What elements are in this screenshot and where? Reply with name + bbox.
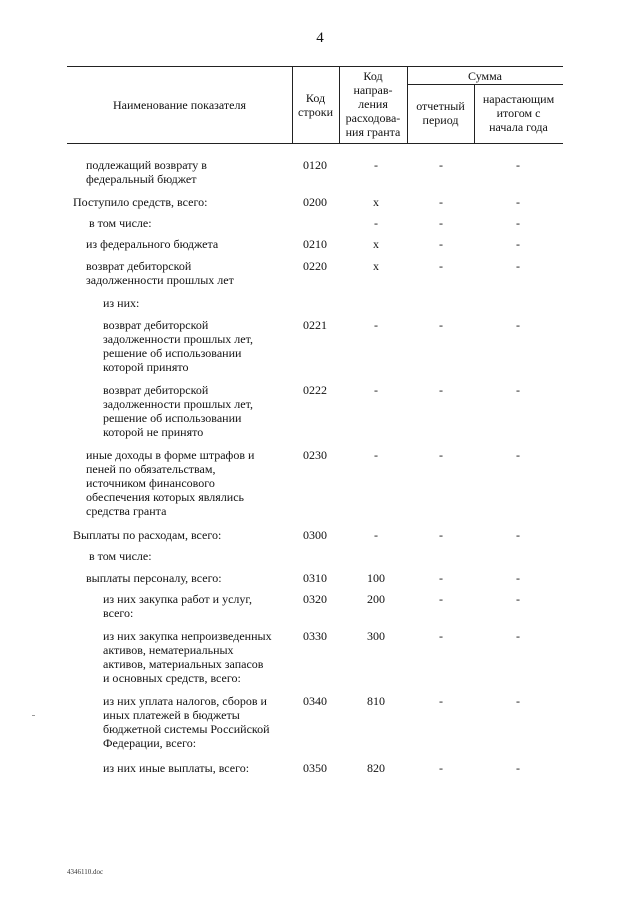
row-direction-code: - — [374, 318, 378, 332]
row-name — [73, 195, 207, 209]
header-sum — [407, 69, 563, 83]
row-name-line: иных платежей в бюджеты — [103, 708, 240, 722]
row-cumulative: - — [516, 571, 520, 585]
row-cumulative: - — [516, 318, 520, 332]
row-code: 0210 — [303, 237, 327, 251]
header-cumulative-line: нарастающим — [482, 92, 555, 106]
header-cumulative — [474, 92, 563, 134]
row-code: 0300 — [303, 528, 327, 542]
row-current-period: - — [439, 592, 443, 606]
row-code: 0221 — [303, 318, 327, 332]
row-current-period: - — [439, 259, 443, 273]
row-direction-code: 810 — [367, 694, 385, 708]
row-name-line: подлежащий возврату в — [86, 158, 207, 172]
row-name-line: Поступило средств, всего: — [73, 195, 208, 209]
row-name — [103, 318, 253, 374]
row-cumulative: - — [516, 195, 520, 209]
header-direction-line: ния гранта — [345, 125, 401, 139]
header-bottom-border — [67, 143, 563, 144]
row-code: 0200 — [303, 195, 327, 209]
row-direction-code: 820 — [367, 761, 385, 775]
row-cumulative: - — [516, 216, 520, 230]
row-name — [103, 761, 249, 775]
row-name — [89, 216, 152, 230]
row-name-line: выплаты персоналу, всего: — [86, 571, 222, 585]
header-code-line: строки — [298, 105, 333, 119]
row-name — [86, 571, 222, 585]
row-direction-code: - — [374, 528, 378, 542]
row-name-line: пеней по обязательствам, — [86, 462, 216, 476]
row-name-line: которой принято — [103, 360, 189, 374]
row-name-line: из них: — [103, 296, 140, 310]
row-code: 0350 — [303, 761, 327, 775]
row-name-line: иные доходы в форме штрафов и — [86, 448, 255, 462]
header-direction-line: ления — [358, 97, 388, 111]
row-name-line: задолженности прошлых лет — [86, 273, 234, 287]
row-name-line: бюджетной системы Российской — [103, 722, 270, 736]
header-name — [67, 98, 292, 112]
row-direction-code: 300 — [367, 629, 385, 643]
header-direction-line: расходова- — [345, 111, 401, 125]
row-name-line: из них закупка непроизведенных — [103, 629, 272, 643]
row-code: 0330 — [303, 629, 327, 643]
row-name-line: источником финансового — [86, 476, 215, 490]
row-code: 0310 — [303, 571, 327, 585]
row-name-line: возврат дебиторской — [103, 383, 209, 397]
footer-filename: 4346110.doc — [67, 868, 104, 876]
row-cumulative: - — [516, 694, 520, 708]
row-current-period: - — [439, 383, 443, 397]
row-direction-code: х — [373, 237, 379, 251]
row-current-period: - — [439, 237, 443, 251]
header-current — [407, 99, 474, 127]
header-current-line: отчетный — [416, 99, 465, 113]
row-name — [103, 592, 252, 620]
row-name — [103, 296, 139, 310]
header-sum-divider — [407, 84, 563, 85]
header-direction-line: Код — [363, 69, 383, 83]
row-name-line: обеспечения которых являлись — [86, 490, 245, 504]
row-name — [86, 448, 254, 518]
row-code: 0230 — [303, 448, 327, 462]
row-name-line: из них закупка работ и услуг, — [103, 592, 252, 606]
row-current-period: - — [439, 158, 443, 172]
header-cumulative-line: итогом с — [496, 106, 541, 120]
row-direction-code: - — [374, 158, 378, 172]
row-current-period: - — [439, 528, 443, 542]
row-name — [86, 158, 207, 186]
header-direction — [339, 69, 407, 139]
row-current-period: - — [439, 694, 443, 708]
row-name-line: из них иные выплаты, всего: — [103, 761, 250, 775]
row-name-line: из федерального бюджета — [86, 237, 219, 251]
row-direction-code: х — [373, 195, 379, 209]
row-current-period: - — [439, 195, 443, 209]
row-current-period: - — [439, 448, 443, 462]
header-direction-line: направ- — [353, 83, 393, 97]
row-name-line: из них уплата налогов, сборов и — [103, 694, 267, 708]
row-name — [103, 383, 253, 439]
row-current-period: - — [439, 761, 443, 775]
row-name-line: Федерации, всего: — [103, 736, 197, 750]
row-direction-code: 200 — [367, 592, 385, 606]
row-name-line: активов, материальных запасов — [103, 657, 264, 671]
page-number: 4 — [316, 30, 324, 46]
row-name-line: возврат дебиторской — [86, 259, 192, 273]
row-name-line: федеральный бюджет — [86, 172, 197, 186]
row-code: 0320 — [303, 592, 327, 606]
row-name-line: в том числе: — [89, 216, 152, 230]
row-current-period: - — [439, 318, 443, 332]
header-top-border — [67, 66, 563, 67]
row-current-period: - — [439, 571, 443, 585]
row-name-line: всего: — [103, 606, 134, 620]
row-cumulative: - — [516, 237, 520, 251]
row-cumulative: - — [516, 592, 520, 606]
row-name — [73, 528, 221, 542]
row-code: 0340 — [303, 694, 327, 708]
row-name — [86, 237, 218, 251]
row-direction-code: 100 — [367, 571, 385, 585]
row-cumulative: - — [516, 383, 520, 397]
row-direction-code: - — [374, 448, 378, 462]
row-name-line: возврат дебиторской — [103, 318, 209, 332]
header-code-line: Код — [305, 91, 326, 105]
header-code — [292, 91, 339, 119]
row-cumulative: - — [516, 528, 520, 542]
row-name-line: решение об использовании — [103, 411, 242, 425]
row-cumulative: - — [516, 448, 520, 462]
header-sum-text: Сумма — [468, 69, 502, 83]
row-cumulative: - — [516, 158, 520, 172]
row-cumulative: - — [516, 629, 520, 643]
row-direction-code: х — [373, 259, 379, 273]
header-name-text: Наименование показателя — [113, 98, 246, 112]
row-name — [89, 549, 152, 563]
row-name-line: средства гранта — [86, 504, 167, 518]
row-cumulative: - — [516, 259, 520, 273]
row-name-line: задолженности прошлых лет, — [103, 397, 253, 411]
row-name-line: решение об использовании — [103, 346, 242, 360]
header-cumulative-line: начала года — [489, 120, 548, 134]
row-name-line: и основных средств, всего: — [103, 671, 241, 685]
row-direction-code: - — [374, 216, 378, 230]
row-name-line: задолженности прошлых лет, — [103, 332, 253, 346]
row-name-line: в том числе: — [89, 549, 152, 563]
row-current-period: - — [439, 629, 443, 643]
row-name — [103, 629, 272, 685]
row-name — [86, 259, 234, 287]
row-current-period: - — [439, 216, 443, 230]
row-cumulative: - — [516, 761, 520, 775]
row-name — [103, 694, 270, 750]
row-name-line: активов, нематериальных — [103, 643, 234, 657]
row-code: 0220 — [303, 259, 327, 273]
row-name-line: которой не принято — [103, 425, 204, 439]
row-name-line: Выплаты по расходам, всего: — [73, 528, 222, 542]
row-direction-code: - — [374, 383, 378, 397]
row-code: 0222 — [303, 383, 327, 397]
header-current-line: период — [422, 113, 459, 127]
row-code: 0120 — [303, 158, 327, 172]
scan-artifact — [32, 715, 35, 716]
